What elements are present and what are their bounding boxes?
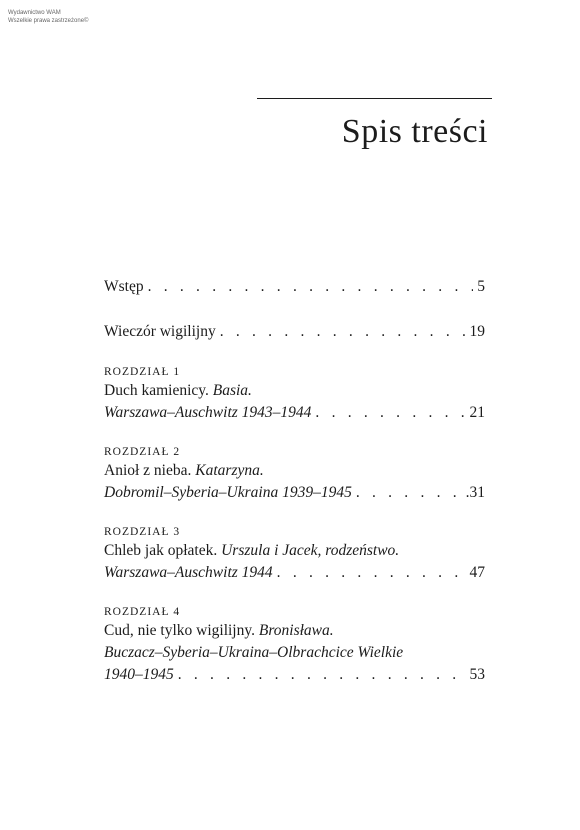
toc-page-number: .31: [465, 484, 485, 501]
dot-leader: [148, 276, 474, 298]
publisher-name: Wydawnictwo WAM: [8, 10, 61, 16]
chapter-places: 1940–1945: [104, 666, 174, 683]
toc-entry-label: Wstęp: [104, 278, 144, 295]
chapter-label: ROZDZIAŁ 3: [104, 526, 181, 538]
chapter-places-line: [104, 562, 485, 584]
chapter-person: Basia.: [212, 382, 252, 399]
toc-page-number: 53: [469, 666, 485, 683]
chapter-places-line: [104, 402, 485, 424]
toc-chapter-3[interactable]: [104, 524, 485, 584]
chapter-person: Bronisława.: [258, 622, 334, 639]
dot-leader: [277, 562, 466, 584]
chapter-title: Duch kamienicy.: [104, 382, 209, 399]
chapter-label: ROZDZIAŁ 4: [104, 606, 181, 618]
chapter-label: ROZDZIAŁ 2: [104, 446, 181, 458]
chapter-label: ROZDZIAŁ 1: [104, 366, 181, 378]
toc-page-number: 5: [477, 278, 485, 295]
dot-leader: [356, 482, 462, 504]
chapter-title-line: [104, 380, 485, 402]
chapter-places-line: [104, 664, 485, 686]
publisher-note: [8, 9, 88, 25]
chapter-title: Anioł z nieba.: [104, 462, 192, 479]
toc-entry-intro[interactable]: [104, 276, 485, 298]
chapter-places: Dobromil–Syberia–Ukraina 1939–1945: [104, 484, 352, 501]
toc-page-number: 47: [469, 564, 485, 581]
toc-page-number: 21: [469, 404, 485, 421]
copyright-note: Wszelkie prawa zastrzeżone©: [8, 18, 89, 24]
toc-chapter-2[interactable]: [104, 444, 485, 504]
title-rule: [257, 98, 492, 99]
chapter-title-line: [104, 540, 485, 562]
toc-chapter-1[interactable]: [104, 364, 485, 424]
chapter-title-line: [104, 460, 485, 482]
toc-page-number: 19: [469, 323, 485, 340]
toc-chapter-4[interactable]: [104, 604, 485, 686]
dot-leader: [178, 664, 466, 686]
chapter-title: Cud, nie tylko wigilijny.: [104, 622, 255, 639]
chapter-places-line: [104, 482, 485, 504]
table-of-contents: [104, 276, 485, 686]
chapter-person: Katarzyna.: [195, 462, 264, 479]
chapter-places: Warszawa–Auschwitz 1943–1944: [104, 404, 312, 421]
chapter-person: Urszula i Jacek, rodzeństwo.: [221, 542, 400, 559]
toc-entry-eve[interactable]: [104, 321, 485, 343]
dot-leader: [220, 321, 466, 343]
chapter-title-line: [104, 620, 485, 642]
toc-entry-label: Wieczór wigilijny: [104, 323, 216, 340]
chapter-places-first-line: Buczacz–Syberia–Ukraina–Olbrachcice Wielkie: [104, 644, 404, 661]
chapter-places: Warszawa–Auschwitz 1944: [104, 564, 273, 581]
dot-leader: [315, 402, 465, 424]
page-title: Spis treści: [341, 113, 488, 150]
chapter-title: Chleb jak opłatek.: [104, 542, 218, 559]
